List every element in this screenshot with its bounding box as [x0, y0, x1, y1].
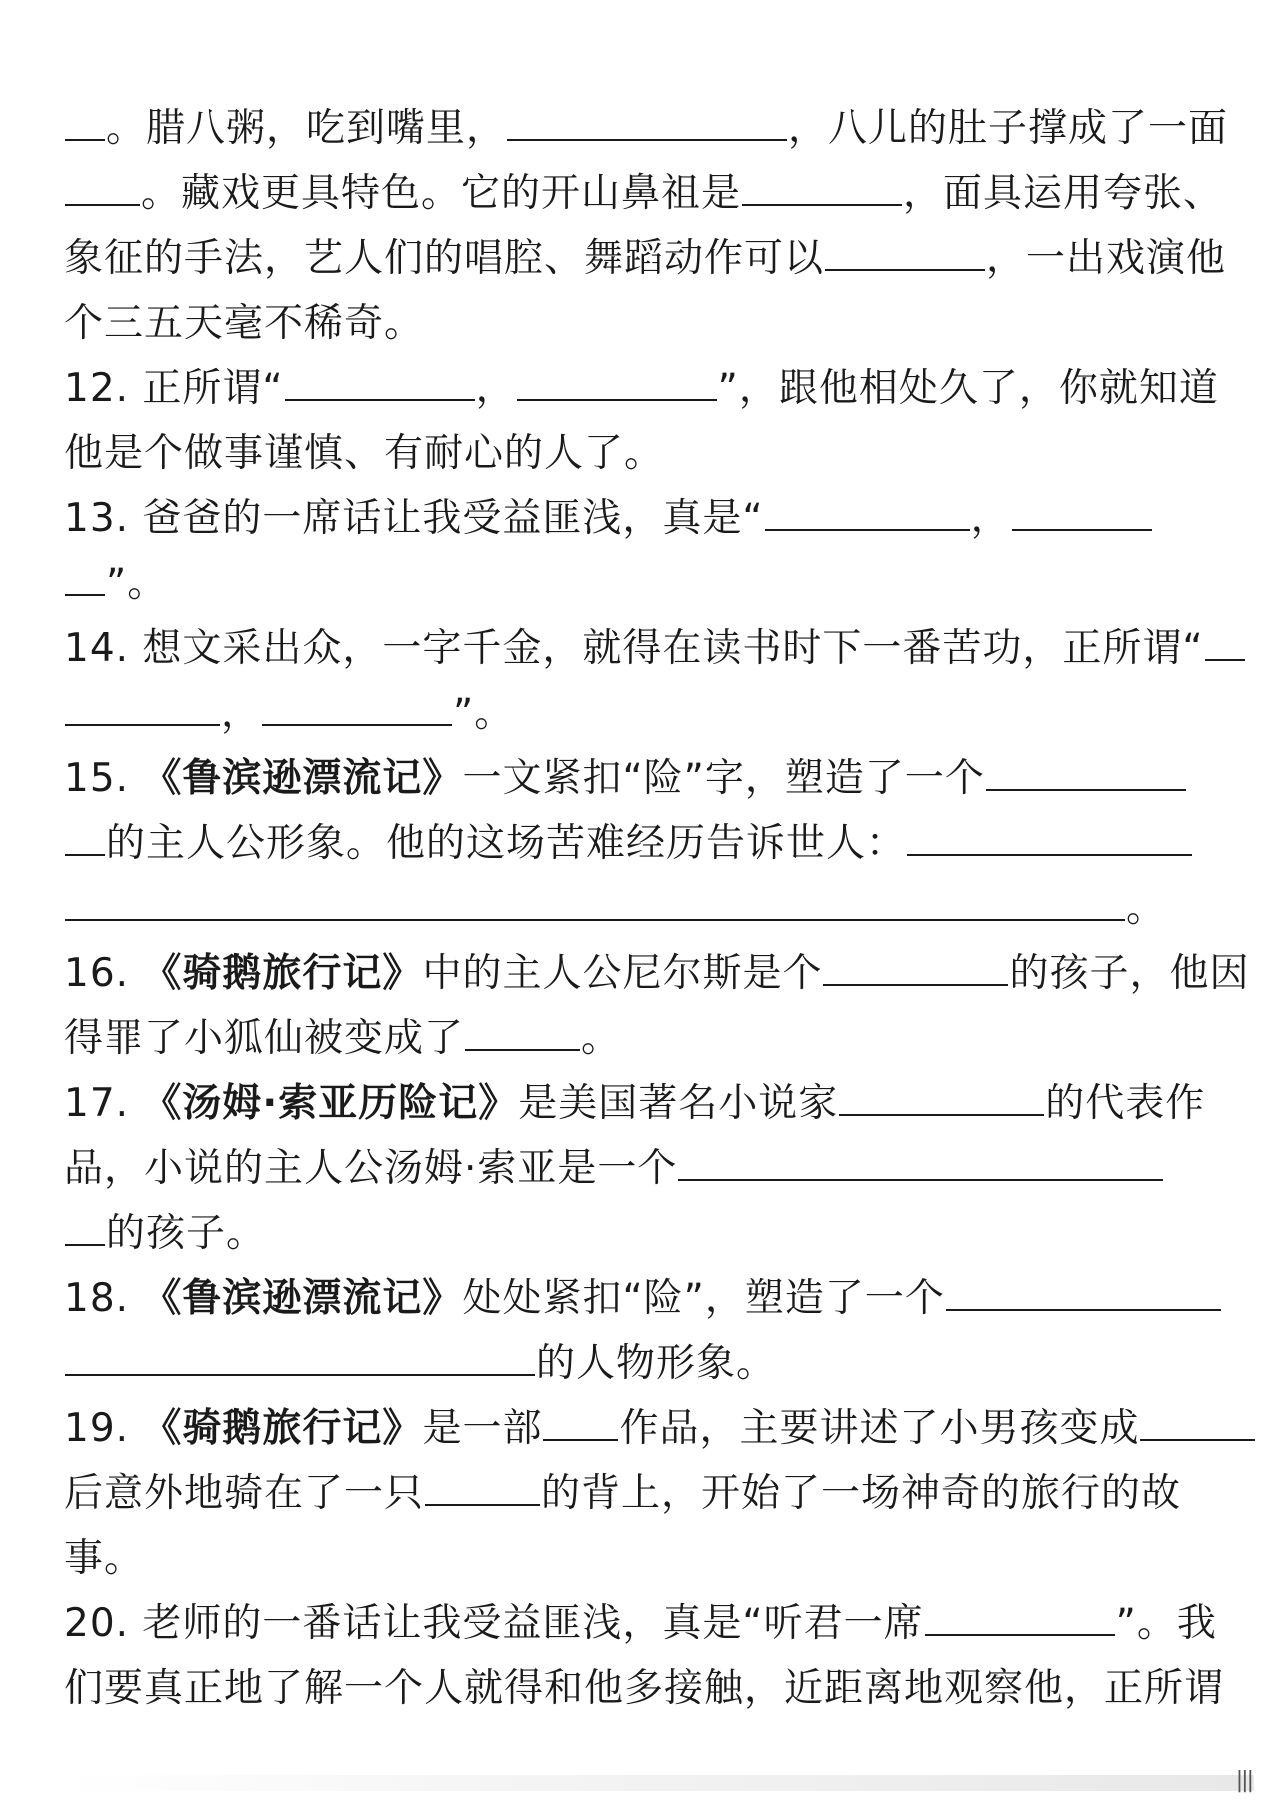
- text-segment: 的主人公形象。他的这场苦难经历告诉世人：: [106, 821, 907, 866]
- text-segment: ”。我: [1115, 1601, 1217, 1646]
- text-segment: 。藏戏更具特色。它的开山鼻祖是: [141, 171, 742, 216]
- text-segment: ，一出戏演他: [986, 236, 1227, 281]
- text-segment: 得罪了小狐仙被变成了: [64, 1016, 465, 1061]
- text-segment: 17.: [64, 1081, 143, 1126]
- text-segment: 后意外地骑在了一只: [64, 1471, 425, 1516]
- text-line: [64, 1526, 1216, 1591]
- text-segment: 。: [581, 1016, 622, 1061]
- fill-in-blank[interactable]: [285, 357, 475, 401]
- text-segment: 20. 老师的一番话让我受益匪浅，真是“听君一席: [64, 1601, 924, 1646]
- fill-in-blank[interactable]: [1140, 1397, 1255, 1441]
- text-segment: 19.: [64, 1406, 143, 1451]
- book-title: 《骑鹅旅行记》: [142, 1406, 423, 1451]
- book-title: 《汤姆·索亚历险记》: [142, 1081, 519, 1126]
- text-segment: ，: [475, 366, 516, 411]
- text-line: [64, 551, 1216, 616]
- text-segment: 15.: [64, 756, 143, 801]
- book-title: 《鲁滨逊漂流记》: [142, 756, 463, 801]
- fill-in-blank[interactable]: [946, 1267, 1221, 1311]
- text-segment: 13. 爸爸的一席话让我受益匪浅，真是“: [64, 496, 764, 541]
- fill-in-blank[interactable]: [986, 747, 1186, 791]
- text-segment: 的孩子。: [106, 1211, 267, 1256]
- text-segment: 的人物形象。: [536, 1341, 777, 1386]
- text-segment: ”。: [453, 691, 515, 736]
- fill-in-blank[interactable]: [907, 812, 1192, 856]
- book-title: 《骑鹅旅行记》: [142, 951, 423, 996]
- text-line: [64, 96, 1229, 161]
- fill-in-blank[interactable]: [765, 487, 970, 531]
- text-segment: 品，小说的主人公汤姆·索亚是一个: [64, 1146, 678, 1191]
- text-segment: 处处紧扣“险”，塑造了一个: [462, 1276, 945, 1321]
- text-line: [64, 421, 1216, 486]
- text-segment: ，: [221, 691, 262, 736]
- text-line: [64, 1656, 1225, 1721]
- fill-in-blank[interactable]: [65, 97, 105, 141]
- fill-in-blank[interactable]: [262, 682, 452, 726]
- fill-in-blank[interactable]: [65, 812, 105, 856]
- fill-in-blank[interactable]: [65, 877, 1125, 921]
- fill-in-blank[interactable]: [507, 97, 787, 141]
- worksheet-page: [64, 96, 1250, 1721]
- fill-in-blank[interactable]: [517, 357, 717, 401]
- text-line: [64, 1331, 1216, 1396]
- fill-in-blank[interactable]: [65, 552, 105, 596]
- text-segment: 个三五天毫不稀奇。: [64, 301, 425, 346]
- text-line: [64, 1396, 1216, 1461]
- text-line: [64, 1591, 1216, 1656]
- text-segment: 。: [1126, 886, 1167, 931]
- text-segment: ”。: [106, 561, 168, 606]
- fill-in-blank[interactable]: [425, 1462, 540, 1506]
- text-segment: ，八儿的肚子撑成了一面: [788, 106, 1229, 151]
- text-line: [64, 226, 1227, 291]
- fill-in-blank[interactable]: [839, 1072, 1044, 1116]
- fill-in-blank[interactable]: [823, 942, 1008, 986]
- fill-in-blank[interactable]: [825, 227, 985, 271]
- fill-in-blank[interactable]: [742, 162, 902, 206]
- text-segment: ”，跟他相处久了，你就知道: [717, 366, 1219, 411]
- text-segment: 12. 正所谓“: [64, 366, 284, 411]
- text-segment: 是美国著名小说家: [518, 1081, 839, 1126]
- text-line: [64, 746, 1216, 811]
- text-segment: 18.: [64, 1276, 143, 1321]
- fill-in-blank[interactable]: [925, 1592, 1115, 1636]
- text-segment: ，: [970, 496, 1011, 541]
- fill-in-blank[interactable]: [465, 1007, 580, 1051]
- page-end-marks: |||: [1235, 1768, 1252, 1793]
- text-segment: 16.: [64, 951, 143, 996]
- text-segment: ，面具运用夸张、: [903, 171, 1224, 216]
- text-line: [64, 811, 1216, 876]
- fill-in-blank[interactable]: [65, 682, 220, 726]
- text-segment: 中的主人公尼尔斯是个: [422, 951, 823, 996]
- fill-in-blank[interactable]: [678, 1137, 1163, 1181]
- text-line: [64, 1201, 1216, 1266]
- scroll-fade-bar: [64, 1775, 1254, 1791]
- text-segment: 是一部: [422, 1406, 543, 1451]
- text-line: [64, 486, 1216, 551]
- text-segment: 一文紧扣“险”字，塑造了一个: [462, 756, 985, 801]
- text-segment: 们要真正地了解一个人就得和他多接触，近距离地观察他，正所谓: [64, 1666, 1225, 1711]
- text-line: [64, 616, 1216, 681]
- text-segment: 的背上，开始了一场神奇的旅行的故: [541, 1471, 1182, 1516]
- text-segment: 他是个做事谨慎、有耐心的人了。: [64, 431, 665, 476]
- text-line: [64, 681, 1216, 746]
- fill-in-blank[interactable]: [65, 162, 140, 206]
- text-line: [64, 291, 1216, 356]
- fill-in-blank[interactable]: [543, 1397, 618, 1441]
- text-segment: 的孩子，他因: [1009, 951, 1250, 996]
- text-line: [64, 161, 1224, 226]
- text-segment: 的代表作: [1045, 1081, 1206, 1126]
- text-line: [64, 1136, 1216, 1201]
- text-line: [64, 1006, 1216, 1071]
- text-segment: 作品，主要讲述了小男孩变成: [619, 1406, 1140, 1451]
- fill-in-blank[interactable]: [65, 1202, 105, 1246]
- text-line: [64, 1071, 1216, 1136]
- text-segment: 象征的手法，艺人们的唱腔、舞蹈动作可以: [64, 236, 825, 281]
- text-line: [64, 1266, 1216, 1331]
- fill-in-blank[interactable]: [65, 1332, 535, 1376]
- book-title: 《鲁滨逊漂流记》: [142, 1276, 463, 1321]
- text-line: [64, 356, 1219, 421]
- text-segment: 14. 想文采出众，一字千金，就得在读书时下一番苦功，正所谓“: [64, 626, 1204, 671]
- text-segment: 。腊八粥，吃到嘴里，: [106, 106, 507, 151]
- fill-in-blank[interactable]: [1205, 617, 1245, 661]
- text-segment: 事。: [64, 1536, 145, 1581]
- text-line: [64, 941, 1250, 1006]
- text-line: [64, 876, 1216, 941]
- text-line: [64, 1461, 1216, 1526]
- fill-in-blank[interactable]: [1012, 487, 1152, 531]
